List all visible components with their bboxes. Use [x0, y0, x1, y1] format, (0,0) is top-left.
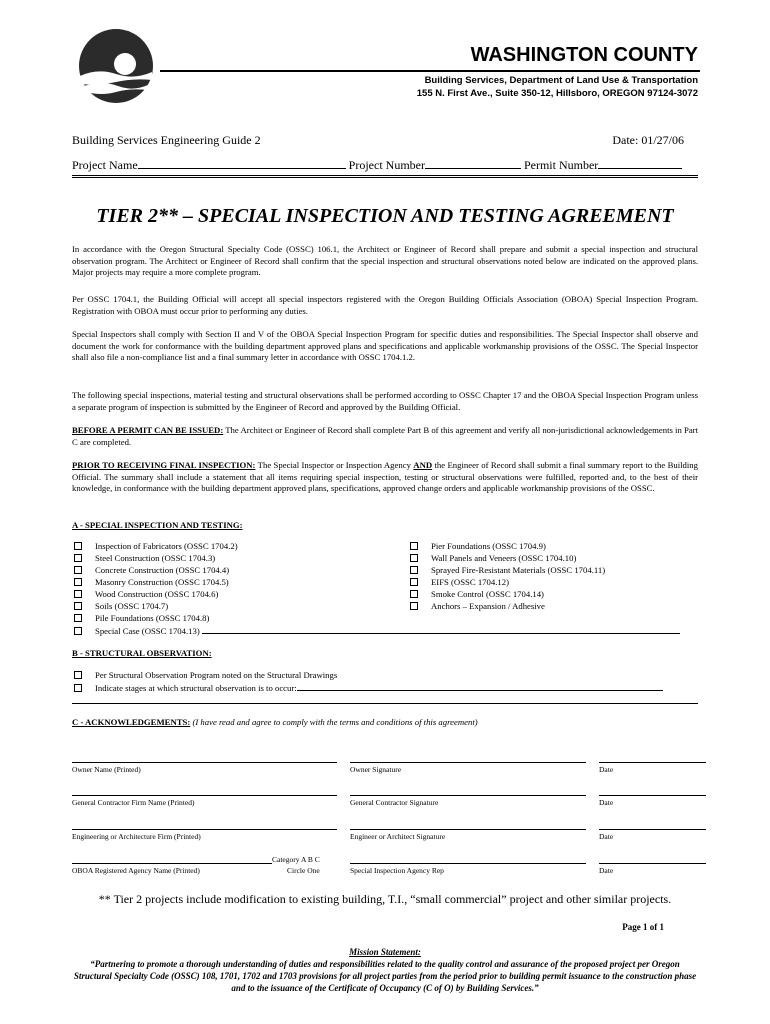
checkbox-icon[interactable]	[410, 590, 418, 598]
observation-stages-field[interactable]	[297, 681, 663, 691]
checkbox-icon[interactable]	[410, 554, 418, 562]
checkbox-icon[interactable]	[74, 614, 82, 622]
final-inspection-lead: PRIOR TO RECEIVING FINAL INSPECTION:	[72, 460, 256, 470]
tier-2-footnote: ** Tier 2 projects include modification to existing building, T.I., “small commercial” project and other similar projects.	[98, 892, 672, 906]
checkbox-icon[interactable]	[74, 566, 82, 574]
paragraph-special-inspectors: Special Inspectors shall comply with Section II and V of the OBOA Special Inspection Program for specific duties and responsibilities. The Special Inspector shall observe and document the work for conformance with the building department approved plans and specifications and applicable workmanship provisions of the OSSC. The Special Inspector shall also file a non-compliance list and a final summary letter in accordance with OSSC 1704.1.2.	[72, 329, 698, 363]
project-number-label: Project Number	[348, 158, 425, 172]
checklist-item[interactable]: Pier Foundations (OSSC 1704.9)	[410, 540, 605, 552]
project-number-field[interactable]	[425, 157, 521, 169]
oboa-agency-name-field[interactable]: OBOA Registered Agency Name (Printed)	[72, 863, 272, 875]
mission-statement-text: “Partnering to promote a thorough understanding of duties and responsibilities related to the quality control and assurance of the proposed project per Oregon Structural Specialty Code (OSSC) 108, 1701, 1702 and 1703 provisions for all project parties from the period prior to building permit issuance to the construction phase and to the issuance of the Certificate of Occupancy (C of O) by Building Services.”	[73, 959, 697, 993]
department-name: Building Services, Department of Land Use & Transportation	[424, 75, 698, 86]
checklist-item-special-case[interactable]: Special Case (OSSC 1704.13)	[74, 624, 680, 637]
checklist-item[interactable]: Inspection of Fabricators (OSSC 1704.2)	[74, 540, 680, 552]
checkbox-icon[interactable]	[410, 566, 418, 574]
paragraph-before-permit: BEFORE A PERMIT CAN BE ISSUED: The Architect or Engineer of Record shall complete Part B of this agreement and verify all non-jurisdictional acknowledgements in Part C are completed.	[72, 425, 698, 447]
observation-stages-line-2[interactable]	[72, 703, 698, 704]
page-number: Page 1 of 1	[622, 922, 664, 932]
section-b-heading: B - STRUCTURAL OBSERVATION:	[72, 648, 212, 658]
owner-date-field[interactable]: Date	[599, 762, 706, 774]
paragraph-ossc-106: In accordance with the Oregon Structural Specialty Code (OSSC) 106.1, the Architect or Engineer of Record shall prepare and submit a special inspection and structural observation program. The Architect or Engineer of Record shall confirm that the special inspection and structural observations noted below are indicated on the approved plans. Major projects may require a more complete program.	[72, 244, 698, 278]
category-label[interactable]: Category A B C	[272, 855, 320, 864]
engineer-signature-field[interactable]: Engineer or Architect Signature	[350, 829, 586, 841]
section-a-heading: A - SPECIAL INSPECTION AND TESTING:	[72, 520, 243, 530]
contractor-name-field[interactable]: General Contractor Firm Name (Printed)	[72, 795, 337, 807]
before-permit-lead: BEFORE A PERMIT CAN BE ISSUED:	[72, 425, 224, 435]
checklist-item[interactable]: EIFS (OSSC 1704.12)	[410, 576, 605, 588]
special-case-field[interactable]	[202, 624, 680, 634]
section-c-heading-line	[72, 717, 478, 727]
separator-rule-2	[72, 177, 698, 178]
permit-number-field[interactable]	[598, 157, 682, 169]
document-date: Date: 01/27/06	[612, 133, 684, 147]
checkbox-icon[interactable]	[410, 578, 418, 586]
section-a-right-list	[410, 540, 605, 612]
engineering-firm-field[interactable]: Engineering or Architecture Firm (Printed)	[72, 829, 337, 841]
checkbox-icon[interactable]	[410, 602, 418, 610]
permit-number-label: Permit Number	[523, 158, 599, 172]
checklist-item[interactable]: Wood Construction (OSSC 1704.6)	[74, 588, 680, 600]
checklist-item[interactable]: Masonry Construction (OSSC 1704.5)	[74, 576, 680, 588]
county-name: WASHINGTON COUNTY	[470, 44, 698, 66]
checklist-item[interactable]: Steel Construction (OSSC 1704.3)	[74, 552, 680, 564]
checklist-item[interactable]: Pile Foundations (OSSC 1704.8)	[74, 612, 680, 624]
checkbox-icon[interactable]	[74, 554, 82, 562]
paragraph-ossc-1704: Per OSSC 1704.1, the Building Official will accept all special inspectors registered with the Oregon Building Officials Association (OBOA) Special Inspection Program. Registration with OBOA must occur prior to performing any duties.	[72, 294, 698, 316]
checklist-item-stages[interactable]: Indicate stages at which structural observation is to occur:	[74, 681, 663, 694]
mission-statement-heading: Mission Statement:	[349, 947, 421, 957]
circle-one-label: Circle One	[287, 866, 320, 875]
checkbox-icon[interactable]	[74, 602, 82, 610]
checklist-item[interactable]: Sprayed Fire-Resistant Materials (OSSC 1704.11)	[410, 564, 605, 576]
checklist-item[interactable]: Smoke Control (OSSC 1704.14)	[410, 588, 605, 600]
department-block	[417, 74, 698, 100]
department-address: 155 N. First Ave., Suite 350-12, Hillsboro, OREGON 97124-3072	[416, 88, 698, 99]
paragraph-final-inspection: PRIOR TO RECEIVING FINAL INSPECTION: The Special Inspector or Inspection Agency AND the Engineer of Record shall submit a final summary report to the Building Official. The summary shall include a statement that all items requiring special inspection, testing or structural observations were fulfilled, reported and, to the best of their knowledge, in conformance with the building department approved plans, specifications, approved change orders and applicable workmanship provisions of the OSSC.	[72, 460, 698, 494]
owner-name-field[interactable]: Owner Name (Printed)	[72, 762, 337, 774]
engineering-guide: Building Services Engineering Guide 2	[72, 133, 261, 147]
county-logo	[78, 28, 154, 104]
contractor-date-field[interactable]: Date	[599, 795, 706, 807]
checklist-item[interactable]: Anchors – Expansion / Adhesive	[410, 600, 605, 612]
section-c-heading: C - ACKNOWLEDGEMENTS:	[72, 717, 191, 727]
header-rule	[160, 70, 700, 72]
checklist-item[interactable]: Concrete Construction (OSSC 1704.4)	[74, 564, 680, 576]
document-title: TIER 2** – SPECIAL INSPECTION AND TESTING AGREEMENT	[96, 205, 674, 227]
agency-rep-date-field[interactable]: Date	[599, 863, 706, 875]
engineer-date-field[interactable]: Date	[599, 829, 706, 841]
checklist-item[interactable]: Wall Panels and Veneers (OSSC 1704.10)	[410, 552, 605, 564]
paragraph-inspections-performed: The following special inspections, material testing and structural observations shall be performed according to OSSC Chapter 17 and the OBOA Special Inspection Program unless a separate program of inspection is submitted by the Engineer of Record and approved by the Building Official.	[72, 390, 698, 412]
checklist-item[interactable]: Per Structural Observation Program noted on the Structural Drawings	[74, 669, 663, 681]
section-b-list	[74, 669, 663, 694]
checkbox-icon[interactable]	[74, 590, 82, 598]
checkbox-icon[interactable]	[410, 542, 418, 550]
checkbox-icon[interactable]	[74, 684, 82, 692]
owner-signature-field[interactable]: Owner Signature	[350, 762, 586, 774]
section-c-note: (I have read and agree to comply with the terms and conditions of this agreement)	[192, 717, 478, 727]
checklist-item[interactable]: Soils (OSSC 1704.7)	[74, 600, 680, 612]
project-name-field[interactable]	[138, 157, 346, 169]
project-name-label: Project Name	[72, 158, 138, 172]
project-info-line	[72, 157, 682, 173]
checkbox-icon[interactable]	[74, 542, 82, 550]
agency-rep-signature-field[interactable]: Special Inspection Agency Rep	[350, 863, 586, 875]
checkbox-icon[interactable]	[74, 627, 82, 635]
separator-rule	[72, 175, 698, 176]
checkbox-icon[interactable]	[74, 578, 82, 586]
checkbox-icon[interactable]	[74, 671, 82, 679]
contractor-signature-field[interactable]: General Contractor Signature	[350, 795, 586, 807]
